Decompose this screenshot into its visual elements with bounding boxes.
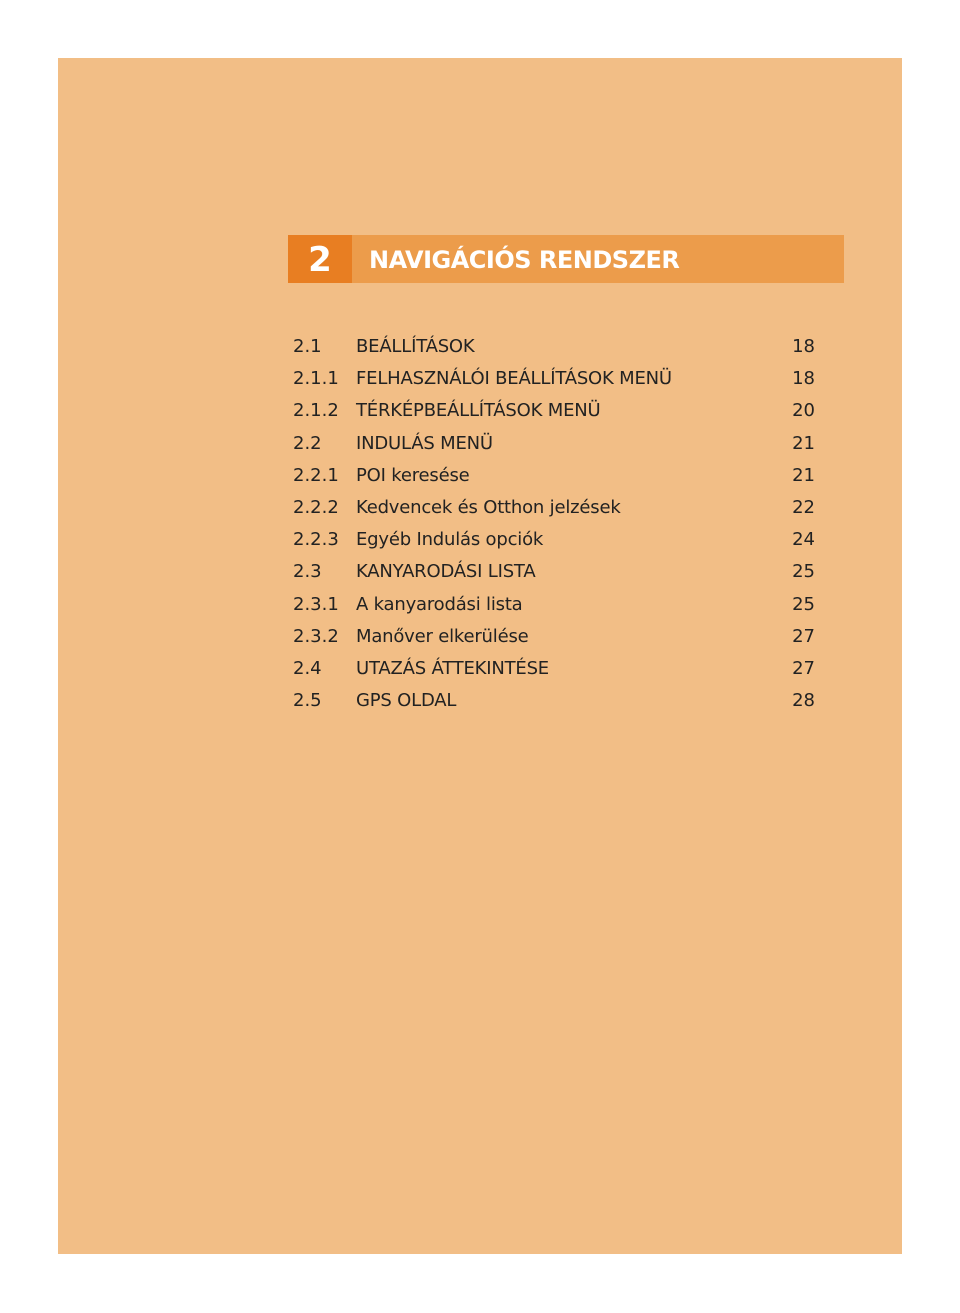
chapter-number: 2	[288, 235, 352, 283]
toc-entry[interactable]	[293, 428, 815, 460]
toc-entry-page: 18	[792, 336, 815, 357]
toc-entry-page: 25	[792, 561, 815, 583]
toc-entry-number: 2.2.3	[293, 529, 339, 551]
toc-entry[interactable]	[293, 685, 815, 717]
toc-entry[interactable]	[293, 653, 815, 685]
toc-entry-page: 21	[792, 432, 815, 454]
toc-entry-page: 20	[792, 400, 815, 422]
toc-entry-title: Egyéb Indulás opciók	[356, 529, 544, 551]
toc-entry[interactable]	[293, 556, 815, 588]
toc-entry-number: 2.5	[293, 690, 322, 712]
toc-entry[interactable]	[293, 331, 815, 363]
toc-entry-number: 2.4	[293, 657, 322, 679]
toc-entry-title: UTAZÁS ÁTTEKINTÉSE	[356, 657, 549, 679]
toc-entry[interactable]	[293, 621, 815, 653]
toc-entry-page: 28	[792, 690, 815, 712]
toc-entry-page: 22	[792, 496, 815, 518]
toc-entry-title: Manőver elkerülése	[356, 625, 529, 647]
toc-entry-page: 25	[792, 593, 815, 615]
toc-entry-title: BEÁLLÍTÁSOK	[356, 336, 475, 357]
toc-entry-page: 27	[792, 625, 815, 647]
toc-entry-title: GPS OLDAL	[356, 690, 457, 712]
toc-entry[interactable]	[293, 589, 815, 621]
toc-entry-title: A kanyarodási lista	[356, 593, 523, 615]
toc-entry[interactable]	[293, 524, 815, 556]
toc-entry-title: INDULÁS MENÜ	[356, 432, 493, 454]
table-of-contents	[293, 331, 815, 717]
toc-entry-page: 24	[792, 529, 815, 551]
toc-entry-number: 2.1	[293, 336, 322, 357]
toc-entry-title: Kedvencek és Otthon jelzések	[356, 496, 621, 518]
toc-entry-number: 2.1.1	[293, 368, 339, 390]
chapter-header	[288, 235, 844, 283]
toc-entry-title: POI keresése	[356, 464, 470, 486]
toc-entry[interactable]	[293, 395, 815, 427]
toc-entry[interactable]	[293, 460, 815, 492]
toc-entry-title: FELHASZNÁLÓI BEÁLLÍTÁSOK MENÜ	[356, 368, 672, 390]
toc-entry-number: 2.2.2	[293, 496, 339, 518]
chapter-title: NAVIGÁCIÓS RENDSZER	[369, 246, 680, 274]
toc-entry-number: 2.2.1	[293, 464, 339, 486]
toc-entry-number: 2.2	[293, 432, 322, 454]
toc-entry-title: KANYARODÁSI LISTA	[356, 561, 536, 583]
toc-entry-title: TÉRKÉPBEÁLLÍTÁSOK MENÜ	[356, 400, 601, 422]
toc-entry-number: 2.3.1	[293, 593, 339, 615]
toc-entry-page: 27	[792, 657, 815, 679]
toc-entry-number: 2.3.2	[293, 625, 339, 647]
toc-entry-number: 2.3	[293, 561, 322, 583]
toc-entry-page: 18	[792, 368, 815, 390]
toc-entry[interactable]	[293, 492, 815, 524]
toc-entry-page: 21	[792, 464, 815, 486]
toc-entry[interactable]	[293, 363, 815, 395]
toc-entry-number: 2.1.2	[293, 400, 339, 422]
